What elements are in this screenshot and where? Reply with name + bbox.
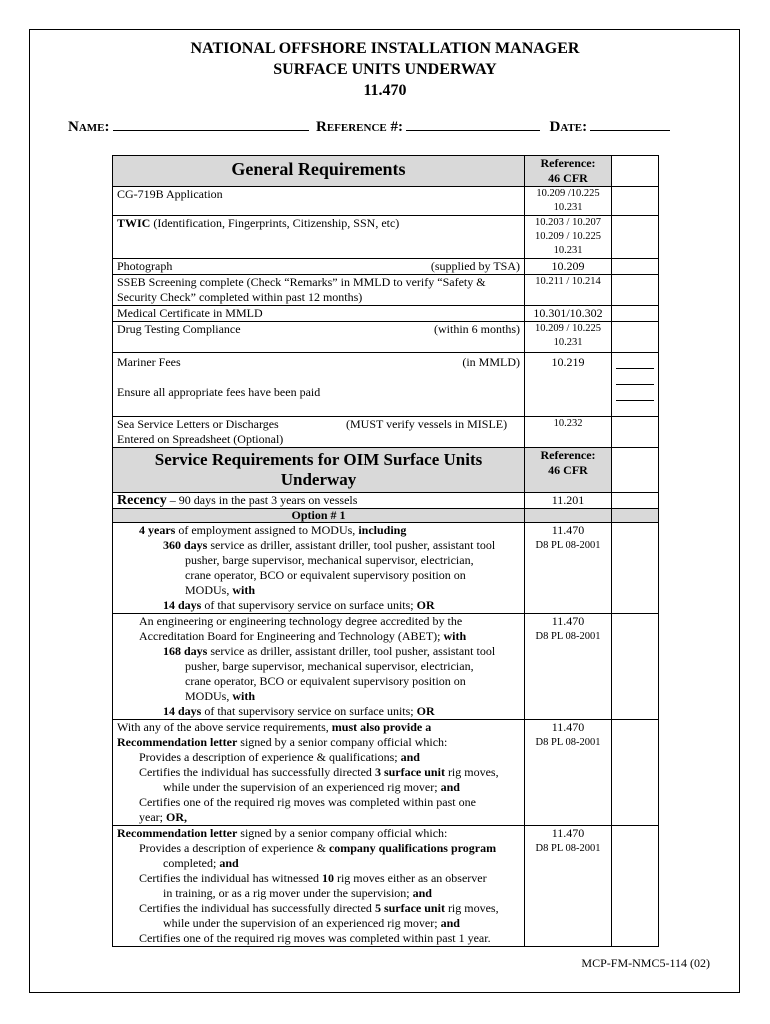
req-bold: with [232,583,256,597]
req-text: of that supervisory service on surface units; [201,598,417,612]
req-cell [113,306,525,322]
req-text: An engineering or engineering technology degree accredited by the [139,614,463,628]
form-title-line1: NATIONAL OFFSHORE INSTALLATION MANAGER [190,40,580,57]
general-title-cell [113,156,525,187]
req-cell [113,275,525,306]
ref-value: 10.231 [553,337,583,348]
ref-cell [525,306,612,322]
ref-head-label: Reference: [540,448,596,462]
req-bold: including [358,523,407,537]
req-bold: 4 years [139,523,176,537]
table-row [113,720,659,826]
ref-cell [525,259,612,275]
ref-value: 10.231 [553,245,583,256]
ref-policy: D8 PL 08-2001 [535,737,601,748]
ref-cell [525,720,612,826]
req-text: completed; [163,856,220,870]
req-bold: OR, [165,810,187,824]
req-bold: TWIC [117,216,151,230]
req-text: of employment assigned to MODUs, [175,523,359,537]
req-note: (supplied by TSA) [430,259,520,273]
req-text: service as driller, assistant driller, tool pusher, assistant tool [207,644,496,658]
req-text: Accreditation Board for Engineering and Technology (ABET); [139,629,444,643]
req-bold: with [443,629,467,643]
req-cell [113,353,525,417]
check-box[interactable] [612,523,659,614]
req-cell [113,322,525,353]
ref-value: 10.301/10.302 [533,306,603,320]
check-box[interactable] [616,353,654,368]
header-fields [68,118,708,136]
req-bold: with [232,689,256,703]
date-field[interactable] [590,118,670,131]
ref-value: 11.470 [551,826,585,840]
req-note: (MUST verify vessels in MISLE) [346,417,508,431]
req-text: Medical Certificate in MMLD [117,306,263,320]
req-text: crane operator, BCO or equivalent supervisory position on [185,568,466,582]
reference-field[interactable] [406,118,540,131]
req-text: while under the supervision of an experienced rig mover; [163,780,441,794]
ref-cell [525,322,612,353]
req-text: Provides a description of experience & qualifications; [139,750,401,764]
req-text: Entered on Spreadsheet (Optional) [117,432,284,446]
service-ref-head [525,448,612,493]
req-text: CG-719B Application [117,187,223,201]
service-header-row [113,448,659,493]
req-text: year; [139,810,166,824]
check-box[interactable] [616,400,654,416]
req-text: Mariner Fees [117,355,181,369]
ref-head-cfr: 46 CFR [548,171,588,185]
table-row [113,306,659,322]
req-text: signed by a senior company official which: [237,735,448,749]
req-text: service as driller, assistant driller, tool pusher, assistant tool [207,538,496,552]
form-title-line3: 11.470 [363,82,407,99]
req-text: rig moves, [444,765,499,779]
service-title: Service Requirements for OIM Surface Units Underway [154,450,483,489]
req-cell [113,216,525,259]
req-text: signed by a senior company official which: [237,826,448,840]
ref-cell [525,493,612,509]
ref-value: 11.470 [551,523,585,537]
ref-cell [525,614,612,720]
ref-policy: D8 PL 08-2001 [535,843,601,854]
req-bold: 14 days [163,704,202,718]
req-cell [113,523,525,614]
req-text: Certifies the individual has successfully directed [139,765,375,779]
table-row [113,259,659,275]
req-text: MODUs, [185,583,233,597]
req-note: (within 6 months) [434,322,520,336]
table-row [113,417,659,448]
req-bold: 3 surface unit [374,765,445,779]
ref-cell [525,216,612,259]
req-text: (Identification, Fingerprints, Citizenship, SSN, etc) [150,216,400,230]
check-box[interactable] [612,216,659,259]
req-bold: OR [416,598,435,612]
ref-value: 10.203 / 10.207 [535,217,601,228]
ref-policy: D8 PL 08-2001 [535,631,601,642]
check-box-group [612,353,659,417]
ref-value: 10.209 / 10.225 [535,323,601,334]
req-text: rig moves, [444,901,499,915]
ref-cell [525,826,612,947]
recency-cell [113,493,525,509]
ref-cell [525,353,612,417]
general-title: General Requirements [231,159,406,179]
table-row [113,322,659,353]
ref-value: 11.201 [551,493,585,507]
check-box[interactable] [612,720,659,826]
req-cell [113,614,525,720]
ref-head-cfr: 46 CFR [548,463,588,477]
ref-value: 10.211 / 10.214 [535,276,601,287]
req-text: SSEB Screening complete (Check “Remarks” in MMLD to verify “Safety & Security Check” completed within past 12 months) [117,275,486,304]
req-text: while under the supervision of an experienced rig mover; [163,916,441,930]
table-row [113,353,659,417]
check-box[interactable] [612,275,659,306]
req-cell [113,417,525,448]
check-box[interactable] [616,368,654,384]
req-text: With any of the above service requirements, [117,720,332,734]
req-text: in training, or as a rig mover under the supervision; [163,886,413,900]
option-row [113,509,659,523]
req-bold: 360 days [163,538,208,552]
table-row [113,275,659,306]
req-text: MODUs, [185,689,233,703]
req-bold: must also provide a [331,720,432,734]
requirements-table [112,155,659,947]
req-text: pusher, barge supervisor, mechanical supervisor, electrician, [185,553,474,567]
service-title-cell [113,448,525,493]
ref-value: 10.209 /10.225 [536,188,600,199]
ref-value: 10.232 [553,418,583,429]
check-box[interactable] [612,448,659,493]
general-header-row [113,156,659,187]
req-bold: 5 surface unit [374,901,445,915]
date-label: Date: [549,119,588,135]
form-id: MCP-FM-NMC5-114 (02) [581,956,710,970]
check-box[interactable] [612,614,659,720]
req-cell [113,259,525,275]
general-ref-head [525,156,612,187]
req-bold: and [440,916,460,930]
req-bold: and [400,750,420,764]
req-note: (in MMLD) [462,355,520,369]
req-bold: company qualifications program [328,841,497,855]
recency-text: – 90 days in the past 3 years on vessels [166,493,358,507]
req-text: of that supervisory service on surface units; [201,704,417,718]
check-box[interactable] [612,187,659,216]
check-box[interactable] [612,417,659,448]
req-text: crane operator, BCO or equivalent supervisory position on [185,674,466,688]
check-box[interactable] [612,493,659,509]
req-bold: and [412,886,432,900]
req-bold: 14 days [163,598,202,612]
req-bold: 10 [321,871,334,885]
req-text: Provides a description of experience & [139,841,329,855]
req-cell [113,187,525,216]
table-row [113,614,659,720]
check-box[interactable] [612,322,659,353]
table-row [113,187,659,216]
req-bold: Recommendation letter [117,826,238,840]
req-subnote: Ensure all appropriate fees have been paid [117,385,321,399]
req-bold: OR [416,704,435,718]
req-text: Drug Testing Compliance [117,322,241,336]
recency-label: Recency [117,493,167,508]
ref-value: 10.209 [551,259,585,273]
req-text: Certifies the individual has witnessed [139,871,322,885]
reference-label: Reference #: [316,119,403,135]
option-check-blank [612,509,659,523]
ref-policy: D8 PL 08-2001 [535,540,601,551]
option-ref-blank [525,509,612,523]
ref-value: 11.470 [551,614,585,628]
check-box[interactable] [616,384,654,400]
check-box[interactable] [612,259,659,275]
req-cell [113,826,525,947]
req-text: Certifies one of the required rig moves was completed within past 1 year. [139,931,491,945]
ref-value: 10.209 / 10.225 [535,231,601,242]
ref-value: 10.219 [551,355,585,369]
name-field[interactable] [113,118,309,131]
req-bold: and [440,780,460,794]
form-title-line2: SURFACE UNITS UNDERWAY [273,61,497,78]
req-bold: Recommendation letter [117,735,238,749]
req-bold: 168 days [163,644,208,658]
req-text: Photograph [117,259,173,273]
table-row [113,493,659,509]
ref-cell [525,417,612,448]
req-text: pusher, barge supervisor, mechanical supervisor, electrician, [185,659,474,673]
req-bold: and [219,856,239,870]
table-row [113,523,659,614]
option-label: Option # 1 [113,509,525,523]
ref-cell [525,523,612,614]
table-row [113,826,659,947]
ref-cell [525,187,612,216]
ref-cell [525,275,612,306]
ref-value: 11.470 [551,720,585,734]
ref-head-label: Reference: [540,156,596,170]
table-row [113,216,659,259]
req-text: rig moves either as an observer [333,871,487,885]
name-label: Name: [68,119,110,135]
check-box[interactable] [612,826,659,947]
req-text: Certifies one of the required rig moves was completed within past one [139,795,476,809]
check-box[interactable] [612,156,659,187]
check-box[interactable] [612,306,659,322]
req-text: Sea Service Letters or Discharges [117,417,279,431]
req-cell [113,720,525,826]
req-text: Certifies the individual has successfully directed [139,901,375,915]
ref-value: 10.231 [553,202,583,213]
